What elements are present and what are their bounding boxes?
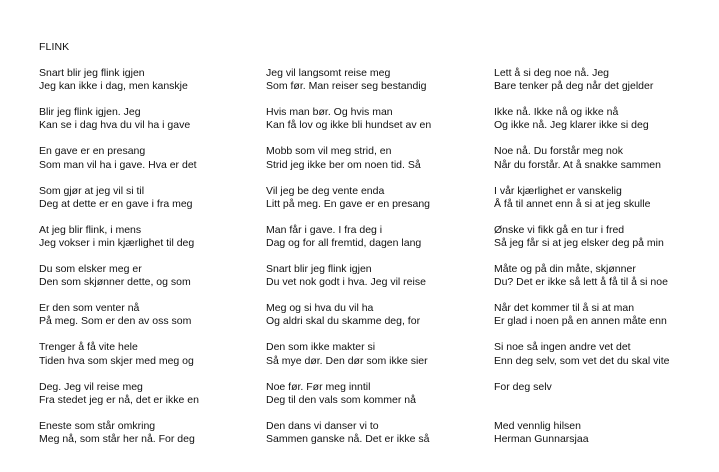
stanza — [39, 185, 254, 224]
stanza — [39, 224, 254, 263]
poem-line: Strid jeg ikke ber om noen tid. Så — [266, 158, 421, 171]
poem-line: Blir jeg flink igjen. Jeg — [39, 106, 141, 119]
stanza — [266, 381, 481, 420]
poem-line: Kan få lov og ikke bli hundset av en — [266, 119, 432, 132]
stanza — [494, 381, 709, 420]
poem-line: Er den som venter nå — [39, 302, 140, 315]
poem-line: Deg at dette er en gave i fra meg — [39, 197, 193, 210]
poem-line: Meg nå, som står her nå. For deg — [39, 432, 195, 445]
poem-line: Når du forstår. At å snakke sammen — [494, 158, 661, 171]
poem-line: Fra stedet jeg er nå, det er ikke en — [39, 393, 199, 406]
stanza — [266, 145, 481, 184]
poem-line: Du som elsker meg er — [39, 262, 142, 275]
stanza — [39, 302, 254, 341]
poem-line: Si noe så ingen andre vet det — [494, 341, 631, 354]
poem-line: Tiden hva som skjer med meg og — [39, 354, 194, 367]
poem-line: Vil jeg be deg vente enda — [266, 184, 385, 197]
poem-column-1 — [39, 67, 254, 459]
poem-line: Som gjør at jeg vil si til — [39, 184, 145, 197]
poem-line: Deg til den vals som kommer nå — [266, 393, 416, 406]
poem-line: Kan se i dag hva du vil ha i gave — [39, 119, 191, 132]
poem-line: Enn deg selv, som vet det du skal vite — [494, 354, 670, 367]
stanza — [494, 341, 709, 380]
stanza — [39, 263, 254, 302]
poem-line: Snart blir jeg flink igjen — [39, 67, 145, 79]
poem-line: Og ikke nå. Jeg klarer ikke si deg — [494, 119, 649, 132]
poem-line: Når det kommer til å si at man — [494, 302, 635, 315]
poem-line: Trenger å få vite hele — [39, 341, 138, 354]
stanza — [494, 106, 709, 145]
poem-line: Er glad i noen på en annen måte enn — [494, 315, 667, 328]
poem-line: Så jeg får si at jeg elsker deg på min — [494, 236, 664, 249]
stanza — [494, 185, 709, 224]
stanza — [39, 341, 254, 380]
poem-line: Så mye dør. Den dør som ikke sier — [266, 354, 428, 367]
poem-line: At jeg blir flink, i mens — [39, 223, 142, 236]
stanza — [39, 420, 254, 459]
poem-line: Den som skjønner dette, og som — [39, 276, 191, 289]
poem-line: Å få til annet enn å si at jeg skulle — [494, 197, 651, 210]
poem-line: Ønske vi fikk gå en tur i fred — [494, 223, 625, 236]
stanza — [266, 302, 481, 341]
poem-line: Dag og for all fremtid, dagen lang — [266, 236, 422, 249]
stanza — [266, 263, 481, 302]
poem-column-3 — [494, 67, 709, 459]
poem-line: Jeg vokser i min kjærlighet til deg — [39, 236, 195, 249]
poem-line: Sammen ganske nå. Det er ikke så — [266, 432, 430, 445]
poem-line: Med vennlig hilsen — [494, 419, 581, 432]
poem-line: Den dans vi danser vi to — [266, 419, 379, 432]
poem-line: For deg selv — [494, 380, 552, 393]
poem-line: Den som ikke makter si — [266, 341, 376, 354]
poem-title: FLINK — [39, 41, 70, 53]
stanza — [494, 145, 709, 184]
poem-line: Hvis man bør. Og hvis man — [266, 106, 393, 119]
stanza — [266, 106, 481, 145]
poem-line: Ikke nå. Ikke nå og ikke nå — [494, 106, 619, 119]
poem-line: Man får i gave. I fra deg i — [266, 223, 383, 236]
stanza — [39, 145, 254, 184]
stanza — [494, 420, 709, 459]
poem-line: Du? Det er ikke så lett å få til å si noe — [494, 276, 668, 289]
poem-line: Herman Gunnarsjaa — [494, 432, 589, 445]
poem-line: Jeg kan ikke i dag, men kanskje — [39, 80, 188, 93]
stanza — [39, 381, 254, 420]
poem-line: Som før. Man reiser seg bestandig — [266, 80, 427, 93]
stanza — [266, 67, 481, 106]
poem-line: Lett å si deg noe nå. Jeg — [494, 67, 610, 79]
poem-line: Bare tenker på deg når det gjelder — [494, 80, 654, 93]
stanza — [494, 302, 709, 341]
stanza — [494, 263, 709, 302]
poem-line: Jeg vil langsomt reise meg — [266, 67, 391, 79]
poem-line: Og aldri skal du skamme deg, for — [266, 315, 421, 328]
stanza — [266, 341, 481, 380]
poem-line: Noe nå. Du forstår meg nok — [494, 145, 623, 158]
poem-line: I vår kjærlighet er vanskelig — [494, 184, 622, 197]
poem-column-2 — [266, 67, 481, 459]
stanza — [494, 224, 709, 263]
poem-line: Som man vil ha i gave. Hva er det — [39, 158, 197, 171]
poem-line: Meg og si hva du vil ha — [266, 302, 374, 315]
stanza — [39, 67, 254, 106]
stanza — [266, 185, 481, 224]
stanza — [494, 67, 709, 106]
poem-line: Snart blir jeg flink igjen — [266, 262, 372, 275]
poem-line: Eneste som står omkring — [39, 419, 156, 432]
stanza — [266, 420, 481, 459]
poem-line: Deg. Jeg vil reise meg — [39, 380, 143, 393]
poem-line: Måte og på din måte, skjønner — [494, 262, 636, 275]
poem-line: Mobb som vil meg strid, en — [266, 145, 392, 158]
poem-line: Litt på meg. En gave er en presang — [266, 197, 431, 210]
poem-line: Noe før. Før meg inntil — [266, 380, 371, 393]
stanza — [39, 106, 254, 145]
stanza — [266, 224, 481, 263]
poem-line: En gave er en presang — [39, 145, 146, 158]
poem-line: Du vet nok godt i hva. Jeg vil reise — [266, 276, 426, 289]
poem-line: På meg. Som er den av oss som — [39, 315, 192, 328]
